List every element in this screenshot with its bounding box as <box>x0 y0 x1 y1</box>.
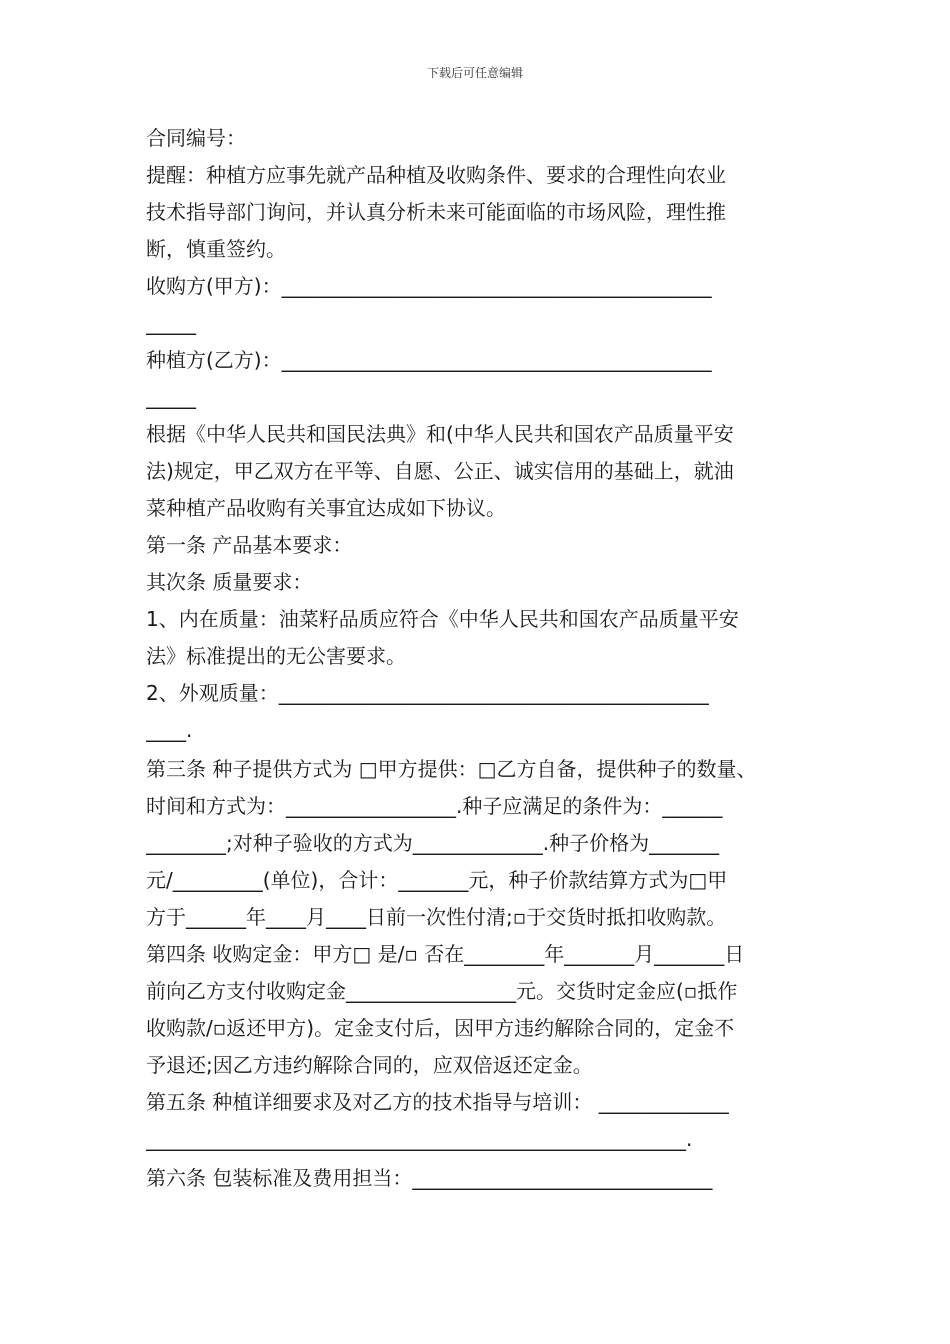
internal-quality-line: 法》标准提出的无公害要求。 <box>146 644 406 668</box>
appearance-quality-field-continued: ____. <box>146 718 193 742</box>
article-5-line: 第五条 种植详细要求及对乙方的技术指导与培训： _____________ <box>146 1090 729 1114</box>
reminder-line: 技术指导部门询问，并认真分析未来可能面临的市场风险，理性推 <box>146 200 726 224</box>
preamble-line: 法)规定，甲乙双方在平等、自愿、公正、诚实信用的基础上，就油 <box>146 459 734 483</box>
planter-party-field-continued: _____ <box>146 385 196 409</box>
document-body <box>146 120 810 1197</box>
preamble-line: 根据《中华人民共和国民法典》和(中华人民共和国农产品质量平安 <box>146 422 734 446</box>
article-4-line: 前向乙方支付收购定金_________________元。交货时定金应(▫抵作 <box>146 979 738 1003</box>
article-1-heading: 第一条 产品基本要求： <box>146 533 353 557</box>
internal-quality-line: 1、内在质量：油菜籽品质应符合《中华人民共和国农产品质量平安 <box>146 607 739 631</box>
article-4-line: 予退还;因乙方违约解除合同的，应双倍返还定金。 <box>146 1053 593 1077</box>
article-3-line: 元/_________(单位)，合计：_______元，种子价款结算方式为□甲 <box>146 868 728 892</box>
reminder-line: 断，慎重签约。 <box>146 237 286 261</box>
article-3-line: ________;对种子验收的方式为_____________.种子价格为_______ <box>146 831 720 855</box>
article-5-line: ______________________________________________________. <box>146 1127 693 1151</box>
buyer-party-field: 收购方(甲方)：___________________________________________ <box>146 274 712 298</box>
buyer-party-field-continued: _____ <box>146 311 196 335</box>
page-header: 下载后可任意编辑 <box>426 66 523 80</box>
appearance-quality-field: 2、外观质量：___________________________________________ <box>146 681 709 705</box>
planter-party-field: 种植方(乙方)：___________________________________________ <box>146 348 712 372</box>
article-4-line: 第四条 收购定金：甲方□ 是/▫ 否在________年_______月_______日 <box>146 942 745 966</box>
article-6-line: 第六条 包装标准及费用担当：______________________________ <box>146 1166 713 1190</box>
preamble-line: 菜种植产品收购有关事宜达成如下协议。 <box>146 496 506 520</box>
reminder-line: 提醒：种植方应事先就产品种植及收购条件、要求的合理性向农业 <box>146 163 726 187</box>
article-3-line: 方于______年____月____日前一次性付清;▫于交货时抵扣收购款。 <box>146 905 727 929</box>
article-4-line: 收购款/▫返还甲方)。定金支付后，因甲方违约解除合同的，定金不 <box>146 1016 735 1040</box>
article-3-line: 第三条 种子提供方式为 □甲方提供：□乙方自备，提供种子的数量、 <box>146 757 757 781</box>
article-2-heading: 其次条 质量要求： <box>146 570 313 594</box>
contract-number-label: 合同编号： <box>146 126 246 150</box>
article-3-line: 时间和方式为：_________________.种子应满足的条件为：______ <box>146 794 723 818</box>
